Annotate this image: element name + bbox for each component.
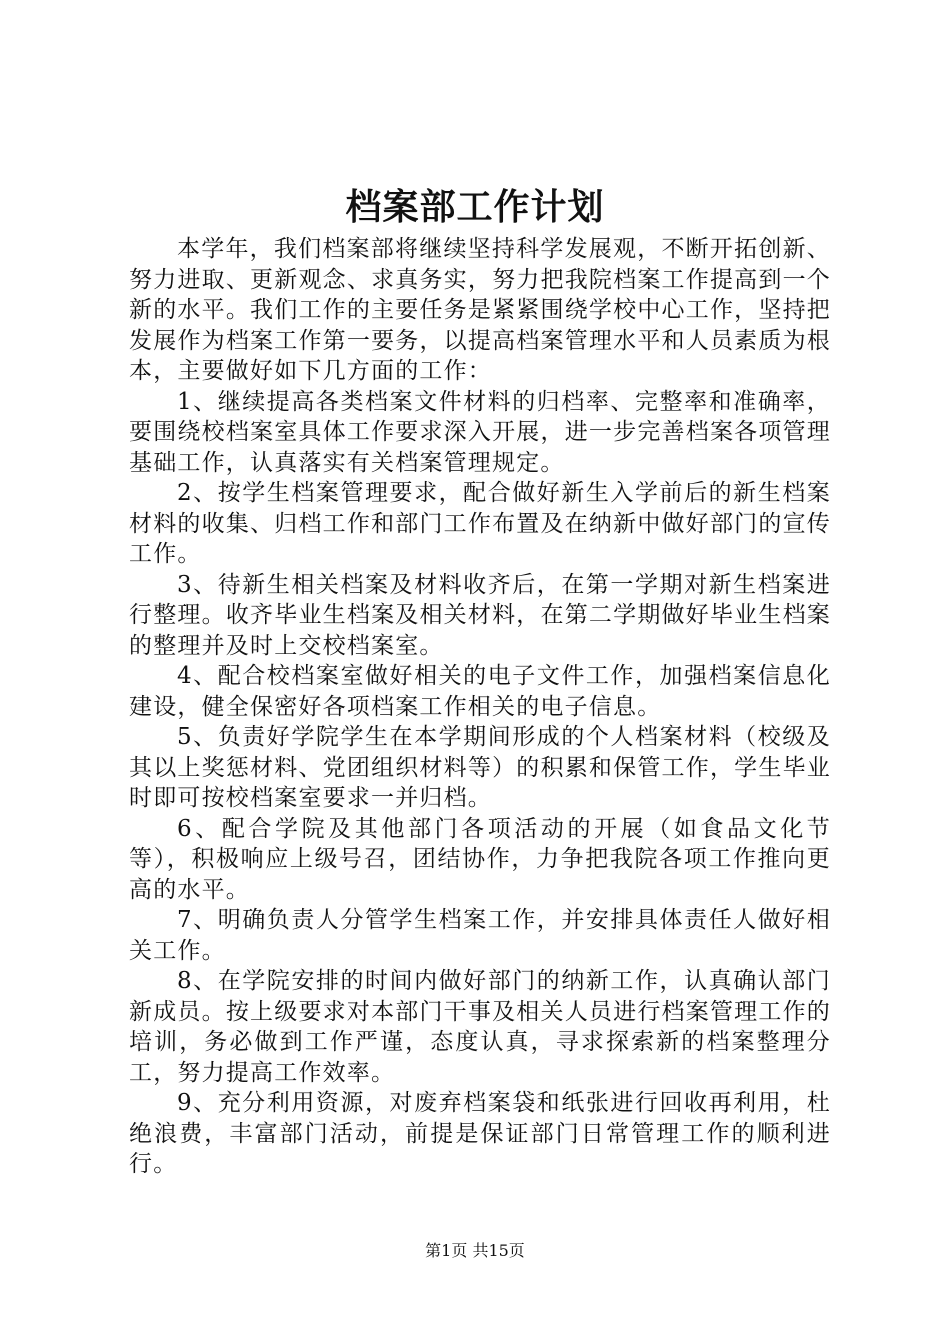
intro-paragraph: 本学年，我们档案部将继续坚持科学发展观，不断开拓创新、努力进取、更新观念、求真务实，努力把我院档案工作提高到一个新的水平。我们工作的主要任务是紧紧围绕学校中心工作，坚持把发展作为档案工作第一要务，以提高档案管理水平和人员素质为根本，主要做好如下几方面的工作：	[129, 236, 831, 384]
item-paragraph-9: 9、充分利用资源，对废弃档案袋和纸张进行回收再利用，杜绝浪费，丰富部门活动，前提是保证部门日常管理工作的顺利进行。	[129, 1090, 831, 1177]
item-paragraph-6: 6、配合学院及其他部门各项活动的开展（如食品文化节等），积极响应上级号召，团结协作，力争把我院各项工作推向更高的水平。	[129, 815, 831, 903]
document-title: 档案部工作计划	[345, 187, 605, 228]
item-paragraph-1: 1、继续提高各类档案文件材料的归档率、完整率和准确率，要围绕校档案室具体工作要求深入开展，进一步完善档案各项管理基础工作，认真落实有关档案管理规定。	[129, 388, 831, 476]
item-paragraph-7: 7、明确负责人分管学生档案工作，并安排具体责任人做好相关工作。	[129, 907, 831, 964]
document-body	[129, 234, 831, 1180]
item-paragraph-5: 5、负责好学院学生在本学期间形成的个人档案材料（校级及其以上奖惩材料、党团组织材料等）的积累和保管工作，学生毕业时即可按校档案室要求一并归档。	[129, 724, 831, 811]
page-number-footer: 第1页 共15页	[425, 1241, 525, 1260]
item-paragraph-3: 3、待新生相关档案及材料收齐后，在第一学期对新生档案进行整理。收齐毕业生档案及相关材料，在第二学期做好毕业生档案的整理并及时上交校档案室。	[129, 571, 831, 659]
item-paragraph-4: 4、配合校档案室做好相关的电子文件工作，加强档案信息化建设，健全保密好各项档案工作相关的电子信息。	[129, 663, 831, 720]
item-paragraph-2: 2、按学生档案管理要求，配合做好新生入学前后的新生档案材料的收集、归档工作和部门工作布置及在纳新中做好部门的宣传工作。	[129, 480, 831, 567]
item-paragraph-8: 8、在学院安排的时间内做好部门的纳新工作，认真确认部门新成员。按上级要求对本部门干事及相关人员进行档案管理工作的培训，务必做到工作严谨，态度认真，寻求探索新的档案整理分工，努力提高工作效率。	[129, 968, 831, 1086]
